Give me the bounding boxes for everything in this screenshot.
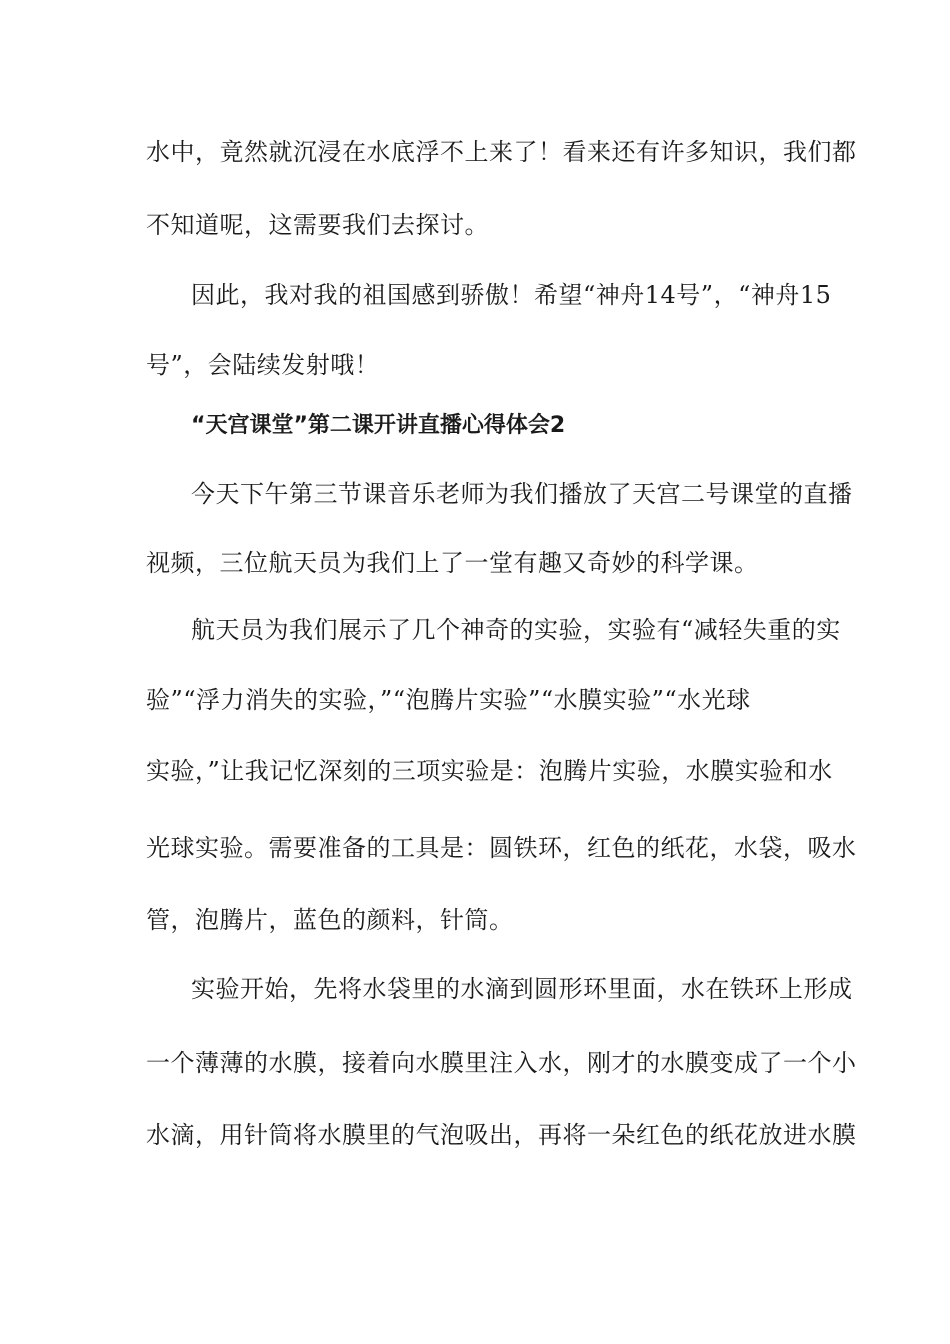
paragraph-4-line-4: 光球实验。需要准备的工具是：圆铁环，红色的纸花，水袋，吸水 (146, 834, 857, 862)
paragraph-4-line-5: 管，泡腾片，蓝色的颜料，针筒。 (146, 906, 514, 934)
paragraph-2-line-1: 因此，我对我的祖国感到骄傲！希望“神舟14号”，“神舟15 (191, 281, 832, 309)
paragraph-4-line-2: 验”“浮力消失的实验，”“泡腾片实验”“水膜实验”“水光球 (146, 686, 751, 714)
paragraph-3-line-1: 今天下午第三节课音乐老师为我们播放了天宫二号课堂的直播 (191, 480, 853, 508)
paragraph-5-line-2: 一个薄薄的水膜，接着向水膜里注入水，刚才的水膜变成了一个小 (146, 1049, 857, 1077)
paragraph-5-line-1: 实验开始，先将水袋里的水滴到圆形环里面，水在铁环上形成 (191, 975, 853, 1003)
paragraph-3-line-2: 视频，三位航天员为我们上了一堂有趣又奇妙的科学课。 (146, 549, 759, 577)
section-heading: “天宫课堂”第二课开讲直播心得体会2 (191, 413, 566, 438)
paragraph-5-line-3: 水滴，用针筒将水膜里的气泡吸出，再将一朵红色的纸花放进水膜 (146, 1121, 857, 1149)
paragraph-4-line-3: 实验，”让我记忆深刻的三项实验是：泡腾片实验，水膜实验和水 (146, 757, 833, 785)
paragraph-1-line-1: 水中，竟然就沉浸在水底浮不上来了！看来还有许多知识，我们都 (146, 138, 857, 166)
paragraph-2-line-2: 号”，会陆续发射哦！ (146, 351, 380, 379)
paragraph-1-line-2: 不知道呢，这需要我们去探讨。 (146, 211, 489, 239)
paragraph-4-line-1: 航天员为我们展示了几个神奇的实验，实验有“减轻失重的实 (191, 616, 841, 644)
